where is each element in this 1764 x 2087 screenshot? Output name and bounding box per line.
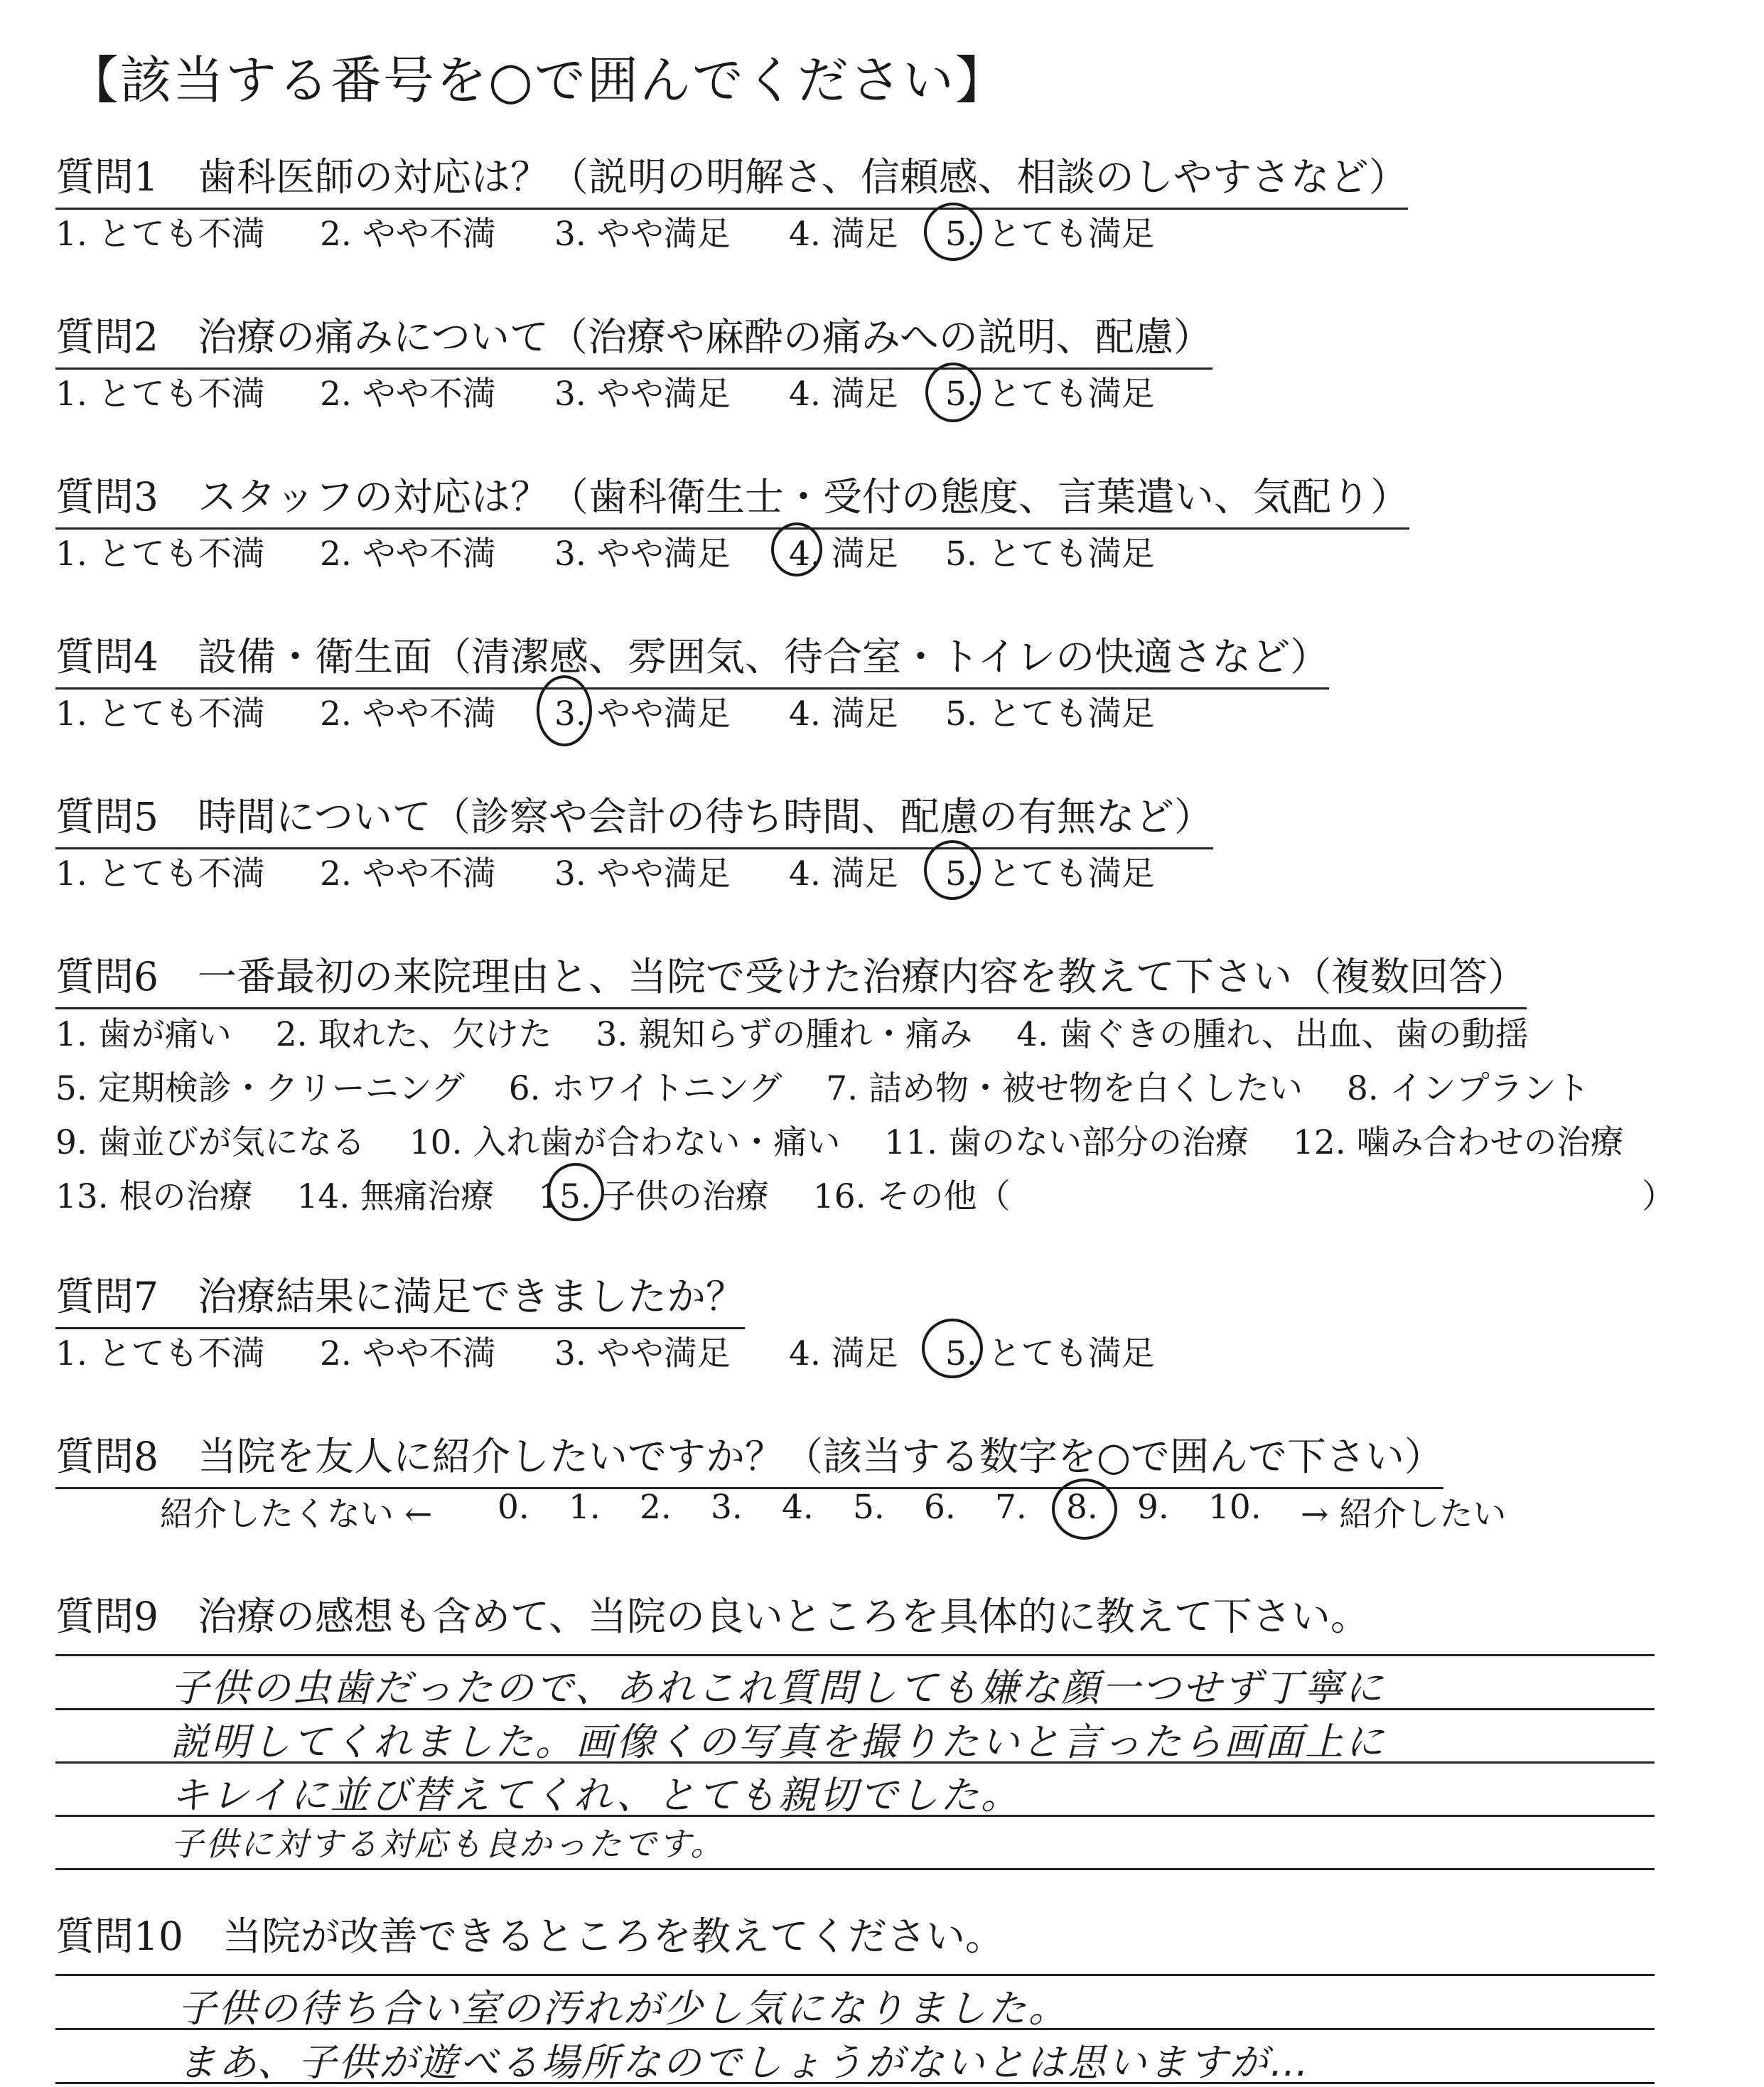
- q8-number-6[interactable]: 6.: [924, 1488, 956, 1527]
- q7-option-2[interactable]: 2. やや不満: [320, 1334, 496, 1373]
- q1-selection-circle: [924, 203, 982, 261]
- q7-selection-circle: [922, 1319, 983, 1378]
- q7-option-4[interactable]: 4. 満足: [789, 1334, 898, 1373]
- q2-option-5[interactable]: 5. とても満足: [945, 375, 1155, 414]
- q8-number-10[interactable]: 10.: [1208, 1488, 1262, 1527]
- q9-answer-line-2[interactable]: 説明してくれました。画像くの写真を撮りたいと言ったら画面上に: [171, 1720, 1386, 1764]
- q2-option-2[interactable]: 2. やや不満: [320, 375, 496, 414]
- q2-option-4[interactable]: 4. 満足: [789, 375, 898, 414]
- q9-line-1: [55, 1654, 1655, 1656]
- q5-selection-circle: [924, 840, 981, 900]
- q1-option-4[interactable]: 4. 満足: [789, 215, 898, 254]
- q7-option-3[interactable]: 3. やや満足: [554, 1334, 731, 1373]
- q6-options-row-3[interactable]: 9. 歯並びが気になる 10. 入れ歯が合わない・痛い 11. 歯のない部分の治療 12. 噛み合わせの治療: [55, 1123, 1624, 1162]
- q4-option-3[interactable]: 3. やや満足: [554, 694, 731, 734]
- question-3-heading: 質問3 スタッフの対応は？（歯科衛生士・受付の態度、言葉遣い、気配り）: [55, 466, 1409, 530]
- q8-left-label: 紹介したくない ←: [160, 1495, 433, 1534]
- q10-answer-line-2[interactable]: まあ、子供が遊べる場所なのでしょうがないとは思いますが…: [178, 2040, 1311, 2085]
- q6-selection-circle: [547, 1163, 604, 1221]
- q6-options-row-4[interactable]: 13. 根の治療 14. 無痛治療 15. 子供の治療 16. その他（: [55, 1177, 1011, 1216]
- q8-number-4[interactable]: 4.: [782, 1488, 814, 1527]
- q6-options-row-2[interactable]: 5. 定期検診・クリーニング 6. ホワイトニング 7. 詰め物・被せ物を白くしたい 8. インプラント: [55, 1069, 1590, 1108]
- q8-number-5[interactable]: 5.: [853, 1488, 885, 1527]
- q9-answer-line-1[interactable]: 子供の虫歯だったので、あれこれ質問しても嫌な顔一つせず丁寧に: [171, 1665, 1385, 1710]
- q2-option-1[interactable]: 1. とても不満: [55, 375, 265, 414]
- question-5-heading: 質問5 時間について（診察や会計の待ち時間、配慮の有無など）: [55, 785, 1213, 849]
- question-4-heading: 質問4 設備・衛生面（清潔感、雰囲気、待合室・トイレの快適さなど）: [55, 626, 1329, 690]
- q1-option-1[interactable]: 1. とても不満: [55, 215, 265, 254]
- q8-number-1[interactable]: 1.: [569, 1488, 601, 1527]
- q9-answer-line-3[interactable]: キレイに並び替えてくれ、とても親切でした。: [171, 1773, 1021, 1818]
- q10-answer-line-1[interactable]: 子供の待ち合い室の汚れが少し気になりました。: [178, 1986, 1069, 2031]
- q3-option-3[interactable]: 3. やや満足: [554, 535, 731, 574]
- q4-option-5[interactable]: 5. とても満足: [945, 694, 1155, 734]
- q2-option-3[interactable]: 3. やや満足: [554, 375, 731, 414]
- question-6-heading: 質問6 一番最初の来院理由と、当院で受けた治療内容を教えて下さい（複数回答）: [55, 945, 1527, 1009]
- q3-option-2[interactable]: 2. やや不満: [320, 535, 496, 574]
- question-7-heading: 質問7 治療結果に満足できましたか？: [55, 1265, 745, 1329]
- q10-line-1: [55, 1974, 1655, 1976]
- q8-number-3[interactable]: 3.: [711, 1488, 743, 1527]
- q7-option-1[interactable]: 1. とても不満: [55, 1334, 265, 1373]
- q8-number-7[interactable]: 7.: [995, 1488, 1027, 1527]
- question-9-heading: 質問9 治療の感想も含めて、当院の良いところを具体的に教えて下さい。: [55, 1594, 1370, 1639]
- q8-number-0[interactable]: 0.: [498, 1488, 529, 1527]
- q1-option-5[interactable]: 5. とても満足: [945, 215, 1155, 254]
- q8-selection-circle: [1052, 1479, 1117, 1540]
- q8-number-9[interactable]: 9.: [1137, 1488, 1169, 1527]
- q6-other-close-paren: ）: [1642, 1177, 1675, 1216]
- q4-selection-circle: [537, 675, 592, 746]
- q5-option-5[interactable]: 5. とても満足: [945, 854, 1155, 894]
- q9-answer-line-4[interactable]: 子供に対する対応も良かったです。: [171, 1825, 726, 1863]
- q1-option-3[interactable]: 3. やや満足: [554, 215, 731, 254]
- question-1-heading: 質問1 歯科医師の対応は？（説明の明解さ、信頼感、相談のしやすさなど）: [55, 146, 1408, 210]
- q3-option-1[interactable]: 1. とても不満: [55, 535, 265, 574]
- q5-option-2[interactable]: 2. やや不満: [320, 854, 496, 894]
- q8-number-2[interactable]: 2.: [640, 1488, 672, 1527]
- q2-selection-circle: [925, 363, 981, 422]
- q7-option-5[interactable]: 5. とても満足: [945, 1334, 1155, 1373]
- q4-option-1[interactable]: 1. とても不満: [55, 694, 265, 734]
- q8-right-label: → 紹介したい: [1301, 1495, 1507, 1534]
- q5-option-1[interactable]: 1. とても不満: [55, 854, 265, 894]
- q3-option-4[interactable]: 4. 満足: [789, 535, 898, 574]
- q8-number-8[interactable]: 8.: [1066, 1488, 1098, 1527]
- question-2-heading: 質問2 治療の痛みについて（治療や麻酔の痛みへの説明、配慮）: [55, 306, 1212, 370]
- q6-options-row-1[interactable]: 1. 歯が痛い 2. 取れた、欠けた 3. 親知らずの腫れ・痛み 4. 歯ぐきの腫れ、出血、歯の動揺: [55, 1015, 1529, 1054]
- question-10-heading: 質問10 当院が改善できるところを教えてください。: [55, 1914, 1004, 1959]
- question-8-heading: 質問8 当院を友人に紹介したいですか？（該当する数字を○で囲んで下さい）: [55, 1425, 1443, 1489]
- q3-selection-circle: [771, 522, 822, 576]
- q4-option-2[interactable]: 2. やや不満: [320, 694, 496, 734]
- page-title: 【該当する番号を○で囲んでください】: [68, 50, 1008, 110]
- q3-option-5[interactable]: 5. とても満足: [945, 535, 1155, 574]
- q5-option-3[interactable]: 3. やや満足: [554, 854, 731, 894]
- q5-option-4[interactable]: 4. 満足: [789, 854, 898, 894]
- q1-option-2[interactable]: 2. やや不満: [320, 215, 496, 254]
- q4-option-4[interactable]: 4. 満足: [789, 694, 898, 734]
- q9-line-5: [55, 1868, 1655, 1870]
